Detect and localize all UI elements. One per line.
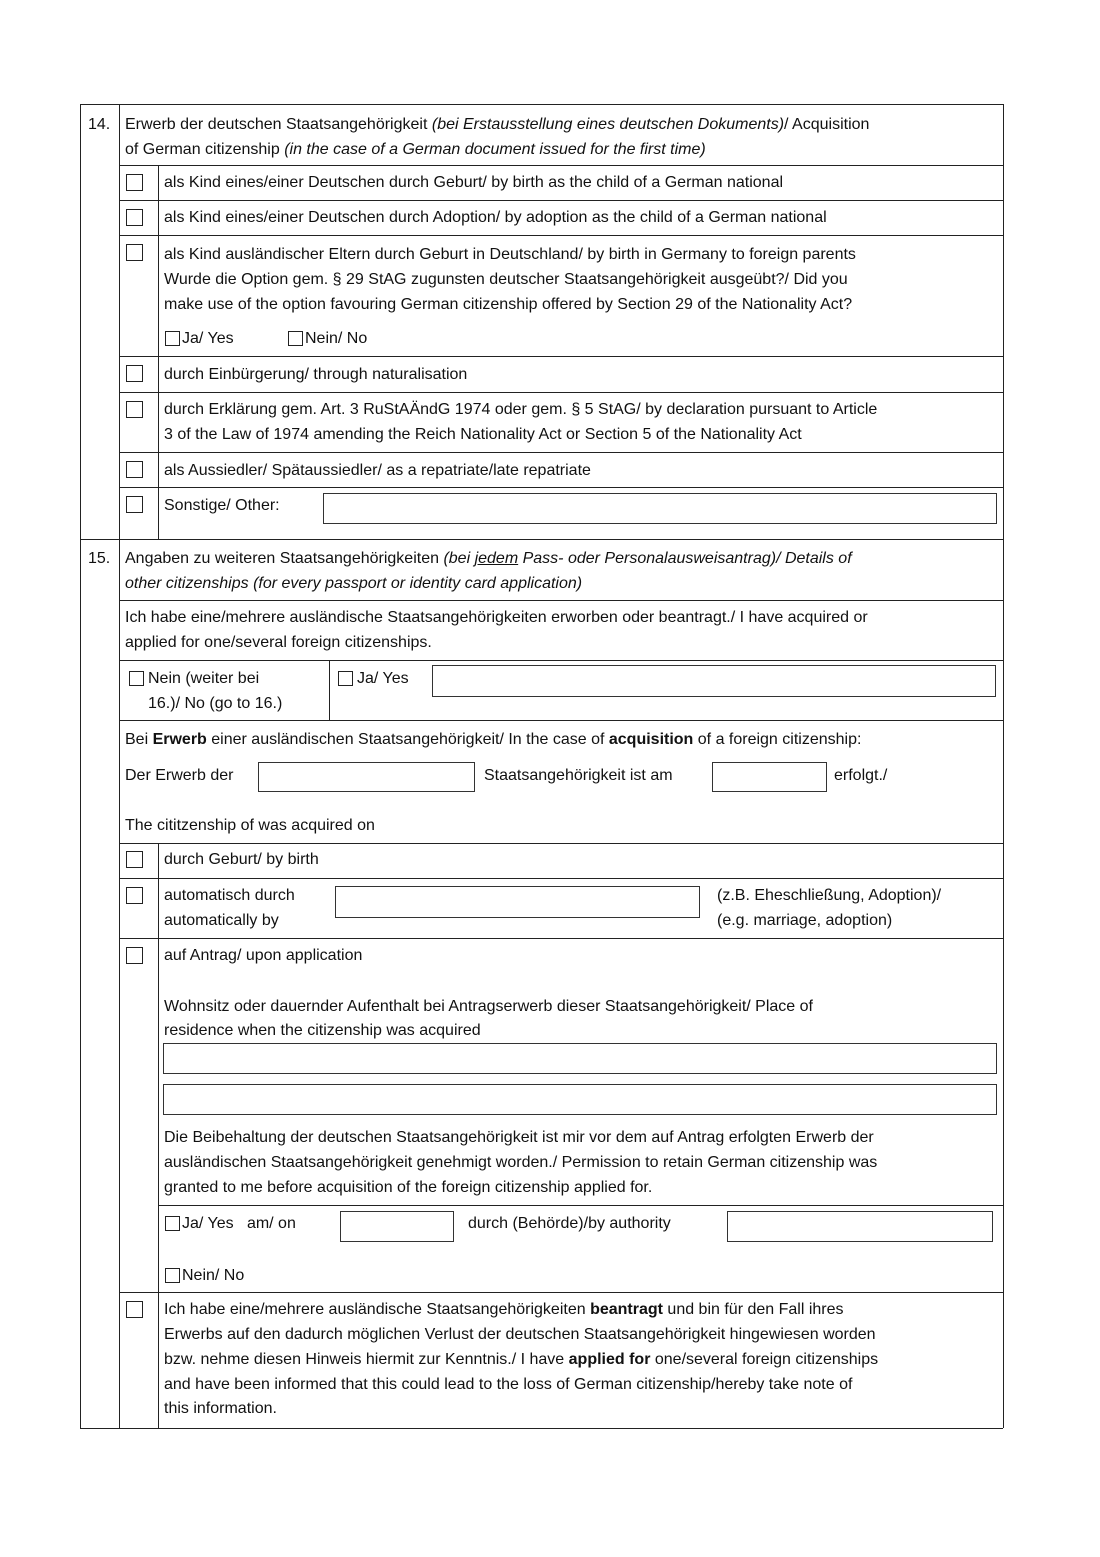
foreign-yes-field[interactable] <box>432 665 996 697</box>
checkbox-column-divider-14 <box>158 165 159 539</box>
acquired-statement-line2: applied for one/several foreign citizenships. <box>125 634 432 651</box>
foreign-parents-label: als Kind ausländischer Eltern durch Geburt in Deutschland/ by birth in Germany to foreign parents <box>164 246 856 263</box>
automatic-example-line1: (z.B. Eheschließung, Adoption)/ <box>717 887 942 904</box>
declaration-label-line1: durch Erklärung gem. Art. 3 RuStAÄndG 1974 oder gem. § 5 StAG/ by declaration pursuant to Article <box>164 401 878 418</box>
applied-line1: Ich habe eine/mehrere ausländische Staatsangehörigkeiten beantragt und bin für den Fall ihres <box>164 1301 844 1318</box>
residence-field-1[interactable] <box>163 1043 997 1074</box>
section-15-heading-line2: other citizenships (for every passport or identity card application) <box>125 575 583 592</box>
authority-field[interactable] <box>727 1211 993 1242</box>
retention-no-checkbox[interactable] <box>165 1268 180 1283</box>
by-birth-checkbox[interactable] <box>126 851 143 868</box>
citizenship-name-field[interactable] <box>258 762 475 792</box>
automatic-label-line2: automatically by <box>164 912 279 929</box>
automatic-checkbox[interactable] <box>126 887 143 904</box>
section-number-15: 15. <box>88 550 111 567</box>
foreign-parents-checkbox[interactable] <box>126 244 143 261</box>
row-line <box>119 165 1003 166</box>
frame-left <box>80 104 81 1428</box>
naturalisation-label: durch Einbürgerung/ through naturalisation <box>164 366 468 383</box>
frame-top <box>80 104 1003 105</box>
der-erwerb-label: Der Erwerb der <box>125 767 234 784</box>
row-line <box>119 843 1003 844</box>
acquired-on-label: The cititzenship of was acquired on <box>125 817 375 834</box>
option-question-line1: Wurde die Option gem. § 29 StAG zugunsten deutscher Staatsangehörigkeit ausgeübt?/ Did you <box>164 271 848 288</box>
row-line <box>119 720 1003 721</box>
residence-label-line2: residence when the citizenship was acquired <box>164 1022 481 1039</box>
row-line <box>119 878 1003 879</box>
section-15-heading-line1: Angaben zu weiteren Staatsangehörigkeiten (bei jedem Pass- oder Personalausweisantrag)/ Details of <box>125 550 852 567</box>
retention-line2: ausländischen Staatsangehörigkeit genehmigt worden./ Permission to retain German citizenship was <box>164 1154 878 1171</box>
by-birth-label: durch Geburt/ by birth <box>164 851 319 868</box>
acquired-statement-line1: Ich habe eine/mehrere ausländische Staatsangehörigkeiten erworben oder beantragt./ I have acquired or <box>125 609 868 626</box>
row-line <box>119 200 1003 201</box>
automatic-field[interactable] <box>335 886 700 918</box>
number-column-divider <box>119 104 120 1428</box>
naturalisation-checkbox[interactable] <box>126 365 143 382</box>
declaration-label-line2: 3 of the Law of 1974 amending the Reich Nationality Act or Section 5 of the Nationality Act <box>164 426 802 443</box>
on-application-label: auf Antrag/ upon application <box>164 947 363 964</box>
row-line <box>119 660 1003 661</box>
retention-yes-checkbox[interactable] <box>165 1216 180 1231</box>
retention-line1: Die Beibehaltung der deutschen Staatsangehörigkeit ist mir vor dem auf Antrag erfolgten Erwerb der <box>164 1129 874 1146</box>
foreign-yes-checkbox[interactable] <box>338 671 353 686</box>
birth-checkbox[interactable] <box>126 174 143 191</box>
row-line <box>119 356 1003 357</box>
other-field[interactable] <box>323 493 997 524</box>
birth-label: als Kind eines/einer Deutschen durch Geburt/ by birth as the child of a German national <box>164 174 784 191</box>
row-line <box>119 600 1003 601</box>
row-line <box>119 1292 1003 1293</box>
row-line <box>119 392 1003 393</box>
applied-line4: and have been informed that this could lead to the loss of German citizenship/hereby take note of <box>164 1376 853 1393</box>
row-line <box>158 1205 1003 1206</box>
foreign-no-label-line1: Nein (weiter bei <box>148 670 260 687</box>
acquisition-case-heading: Bei Erwerb einer ausländischen Staatsangehörigkeit/ In the case of acquisition of a foreign citizenship: <box>125 731 862 748</box>
repatriate-checkbox[interactable] <box>126 461 143 478</box>
authority-label: durch (Behörde)/by authority <box>468 1215 671 1232</box>
option-yes-checkbox[interactable] <box>165 331 180 346</box>
retention-line3: granted to me before acquisition of the foreign citizenship applied for. <box>164 1179 653 1196</box>
frame-right <box>1003 104 1004 1428</box>
row-line <box>119 487 1003 488</box>
repatriate-label: als Aussiedler/ Spätaussiedler/ as a repatriate/late repatriate <box>164 462 591 479</box>
checkbox-column-divider-15 <box>158 843 159 1428</box>
adoption-checkbox[interactable] <box>126 209 143 226</box>
foreign-yes-label: Ja/ Yes <box>357 670 409 687</box>
other-checkbox[interactable] <box>126 496 143 513</box>
automatic-label-line1: automatisch durch <box>164 887 295 904</box>
retention-yes-label: Ja/ Yes am/ on <box>182 1215 296 1232</box>
applied-line2: Erwerbs auf den dadurch möglichen Verlust der deutschen Staatsangehörigkeit hingewiesen worden <box>164 1326 876 1343</box>
section-divider <box>80 539 1003 540</box>
section-number-14: 14. <box>88 116 111 133</box>
applied-checkbox[interactable] <box>126 1301 143 1318</box>
applied-line5: this information. <box>164 1400 277 1417</box>
acquisition-date-field[interactable] <box>712 762 827 792</box>
cell-divider <box>329 660 330 720</box>
staatsangehoerigkeit-am-label: Staatsangehörigkeit ist am <box>484 767 673 784</box>
retention-date-field[interactable] <box>340 1211 454 1242</box>
adoption-label: als Kind eines/einer Deutschen durch Adoption/ by adoption as the child of a German national <box>164 209 827 226</box>
other-label: Sonstige/ Other: <box>164 497 280 514</box>
residence-label-line1: Wohnsitz oder dauernder Aufenthalt bei Antragserwerb dieser Staatsangehörigkeit/ Place of <box>164 998 813 1015</box>
row-line <box>119 235 1003 236</box>
foreign-no-label-line2: 16.)/ No (go to 16.) <box>148 695 283 712</box>
automatic-example-line2: (e.g. marriage, adoption) <box>717 912 893 929</box>
section-14-heading-line1: Erwerb der deutschen Staatsangehörigkeit (bei Erstausstellung eines deutschen Dokuments)/ Acquisition <box>125 116 870 133</box>
section-14-heading-line2: of German citizenship (in the case of a German document issued for the first time) <box>125 141 706 158</box>
applied-line3: bzw. nehme diesen Hinweis hiermit zur Kenntnis./ I have applied for one/several foreign citizenships <box>164 1351 879 1368</box>
declaration-checkbox[interactable] <box>126 401 143 418</box>
row-line <box>119 452 1003 453</box>
option-no-label: Nein/ No <box>305 330 368 347</box>
on-application-checkbox[interactable] <box>126 947 143 964</box>
retention-no-label: Nein/ No <box>182 1267 245 1284</box>
option-no-checkbox[interactable] <box>288 331 303 346</box>
erfolgt-label: erfolgt./ <box>834 767 888 784</box>
residence-field-2[interactable] <box>163 1084 997 1115</box>
frame-bottom <box>80 1428 1003 1429</box>
option-question-line2: make use of the option favouring German citizenship offered by Section 29 of the Nationality Act? <box>164 296 853 313</box>
option-yes-label: Ja/ Yes <box>182 330 234 347</box>
row-line <box>119 938 1003 939</box>
foreign-no-checkbox[interactable] <box>129 671 144 686</box>
